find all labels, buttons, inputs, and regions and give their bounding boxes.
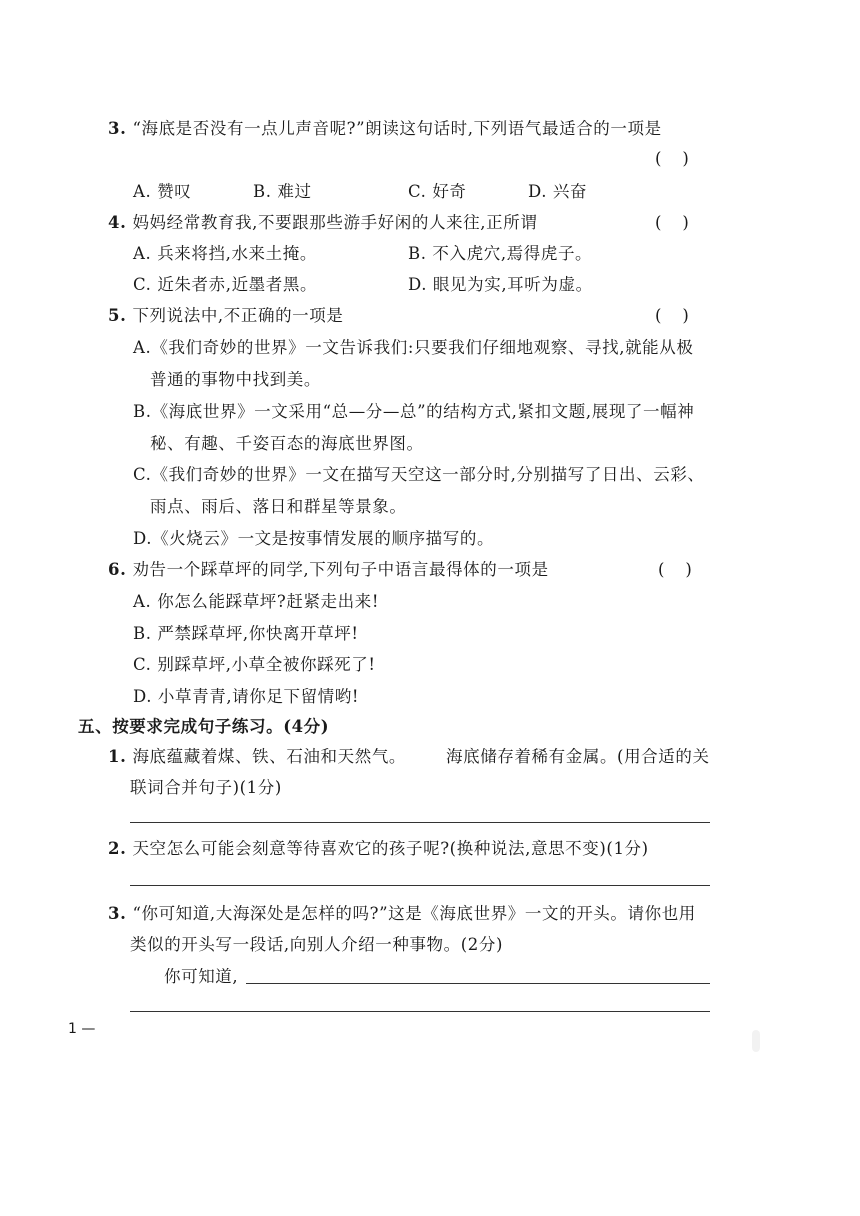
q6-option-c: C. 别踩草坪,小草全被你踩死了!	[133, 655, 376, 674]
s5-q2-text: 天空怎么可能会刻意等待喜欢它的孩子呢?(换种说法,意思不变)(1分)	[132, 839, 649, 858]
q4-stem	[108, 212, 537, 234]
q5-number: 5.	[108, 306, 127, 325]
q5-option-c-line2: 雨点、雨后、落日和群星等景象。	[150, 497, 407, 516]
s5-q2-number: 2.	[108, 839, 127, 858]
q3-number: 3.	[108, 119, 127, 138]
q5-option-c-line1: C.《我们奇妙的世界》一文在描写天空这一部分时,分别描写了日出、云彩、	[133, 465, 705, 484]
q3-option-c: C. 好奇	[408, 182, 467, 201]
q4-option-b: B. 不入虎穴,焉得虎子。	[408, 244, 593, 263]
s5-q3-answer-line-2[interactable]	[130, 1011, 710, 1012]
s5-q2-line	[108, 838, 649, 860]
q5-option-a-line2: 普通的事物中找到美。	[150, 370, 321, 389]
q4-option-a: A. 兵来将挡,水来土掩。	[133, 244, 317, 263]
q5-answer-paren[interactable]: ( )	[655, 306, 689, 325]
q6-number: 6.	[108, 560, 127, 579]
q5-option-b-line1: B.《海底世界》一文采用“总—分—总”的结构方式,紧扣文题,展现了一幅神	[133, 402, 695, 421]
q4-option-d: D. 眼见为实,耳听为虚。	[408, 275, 593, 294]
section-5-title: 五、按要求完成句子练习。(4分)	[78, 717, 330, 736]
q3-option-b: B. 难过	[253, 182, 312, 201]
q6-stem-text: 劝告一个踩草坪的同学,下列句子中语言最得体的一项是	[132, 560, 549, 579]
q6-stem	[108, 559, 549, 581]
s5-q1-answer-line[interactable]	[130, 822, 710, 823]
s5-q1-part2: 海底储存着稀有金属。(用合适的关	[446, 747, 710, 766]
s5-q2-answer-line[interactable]	[130, 885, 710, 886]
s5-q3-number: 3.	[108, 904, 127, 923]
s5-q1-part1: 海底蕴藏着煤、铁、石油和天然气。	[132, 747, 407, 766]
s5-q1-line2: 联词合并句子)(1分)	[130, 778, 282, 797]
s5-q1-number: 1.	[108, 747, 127, 766]
s5-q3-line1	[108, 903, 696, 925]
q5-stem	[108, 305, 343, 327]
q6-answer-paren[interactable]: ( )	[658, 560, 692, 579]
q5-stem-text: 下列说法中,不正确的一项是	[132, 306, 344, 325]
q6-option-a: A. 你怎么能踩草坪?赶紧走出来!	[133, 592, 380, 611]
q5-option-b-line2: 秘、有趣、千姿百态的海底世界图。	[150, 434, 424, 453]
q3-answer-paren[interactable]: ( )	[655, 149, 689, 168]
s5-q3-text-line1: “你可知道,大海深处是怎样的吗?”这是《海底世界》一文的开头。请你也用	[132, 904, 696, 923]
q4-option-c: C. 近朱者赤,近墨者黑。	[133, 275, 318, 294]
q6-option-b: B. 严禁踩草坪,你快离开草坪!	[133, 624, 359, 643]
q4-stem-text: 妈妈经常教育我,不要跟那些游手好闲的人来往,正所谓	[132, 213, 538, 232]
scan-smudge	[752, 1030, 760, 1052]
q6-option-d: D. 小草青青,请你足下留情哟!	[133, 687, 360, 706]
q4-number: 4.	[108, 213, 127, 232]
q5-option-d: D.《火烧云》一文是按事情发展的顺序描写的。	[133, 529, 495, 548]
q3-stem	[108, 118, 662, 140]
q3-option-a: A. 赞叹	[133, 182, 192, 201]
q4-answer-paren[interactable]: ( )	[655, 213, 689, 232]
s5-q3-answer-line-1[interactable]	[246, 983, 710, 984]
s5-q3-prompt: 你可知道,	[164, 967, 239, 986]
s5-q3-line2: 类似的开头写一段话,向别人介绍一种事物。(2分)	[130, 935, 504, 954]
q3-stem-text: “海底是否没有一点儿声音呢?”朗读这句话时,下列语气最适合的一项是	[132, 119, 662, 138]
page-number: 1 —	[68, 1021, 96, 1037]
s5-q1-line1	[108, 746, 710, 768]
q3-option-d: D. 兴奋	[528, 182, 588, 201]
q5-option-a-line1: A.《我们奇妙的世界》一文告诉我们:只要我们仔细地观察、寻找,就能从极	[133, 338, 694, 357]
